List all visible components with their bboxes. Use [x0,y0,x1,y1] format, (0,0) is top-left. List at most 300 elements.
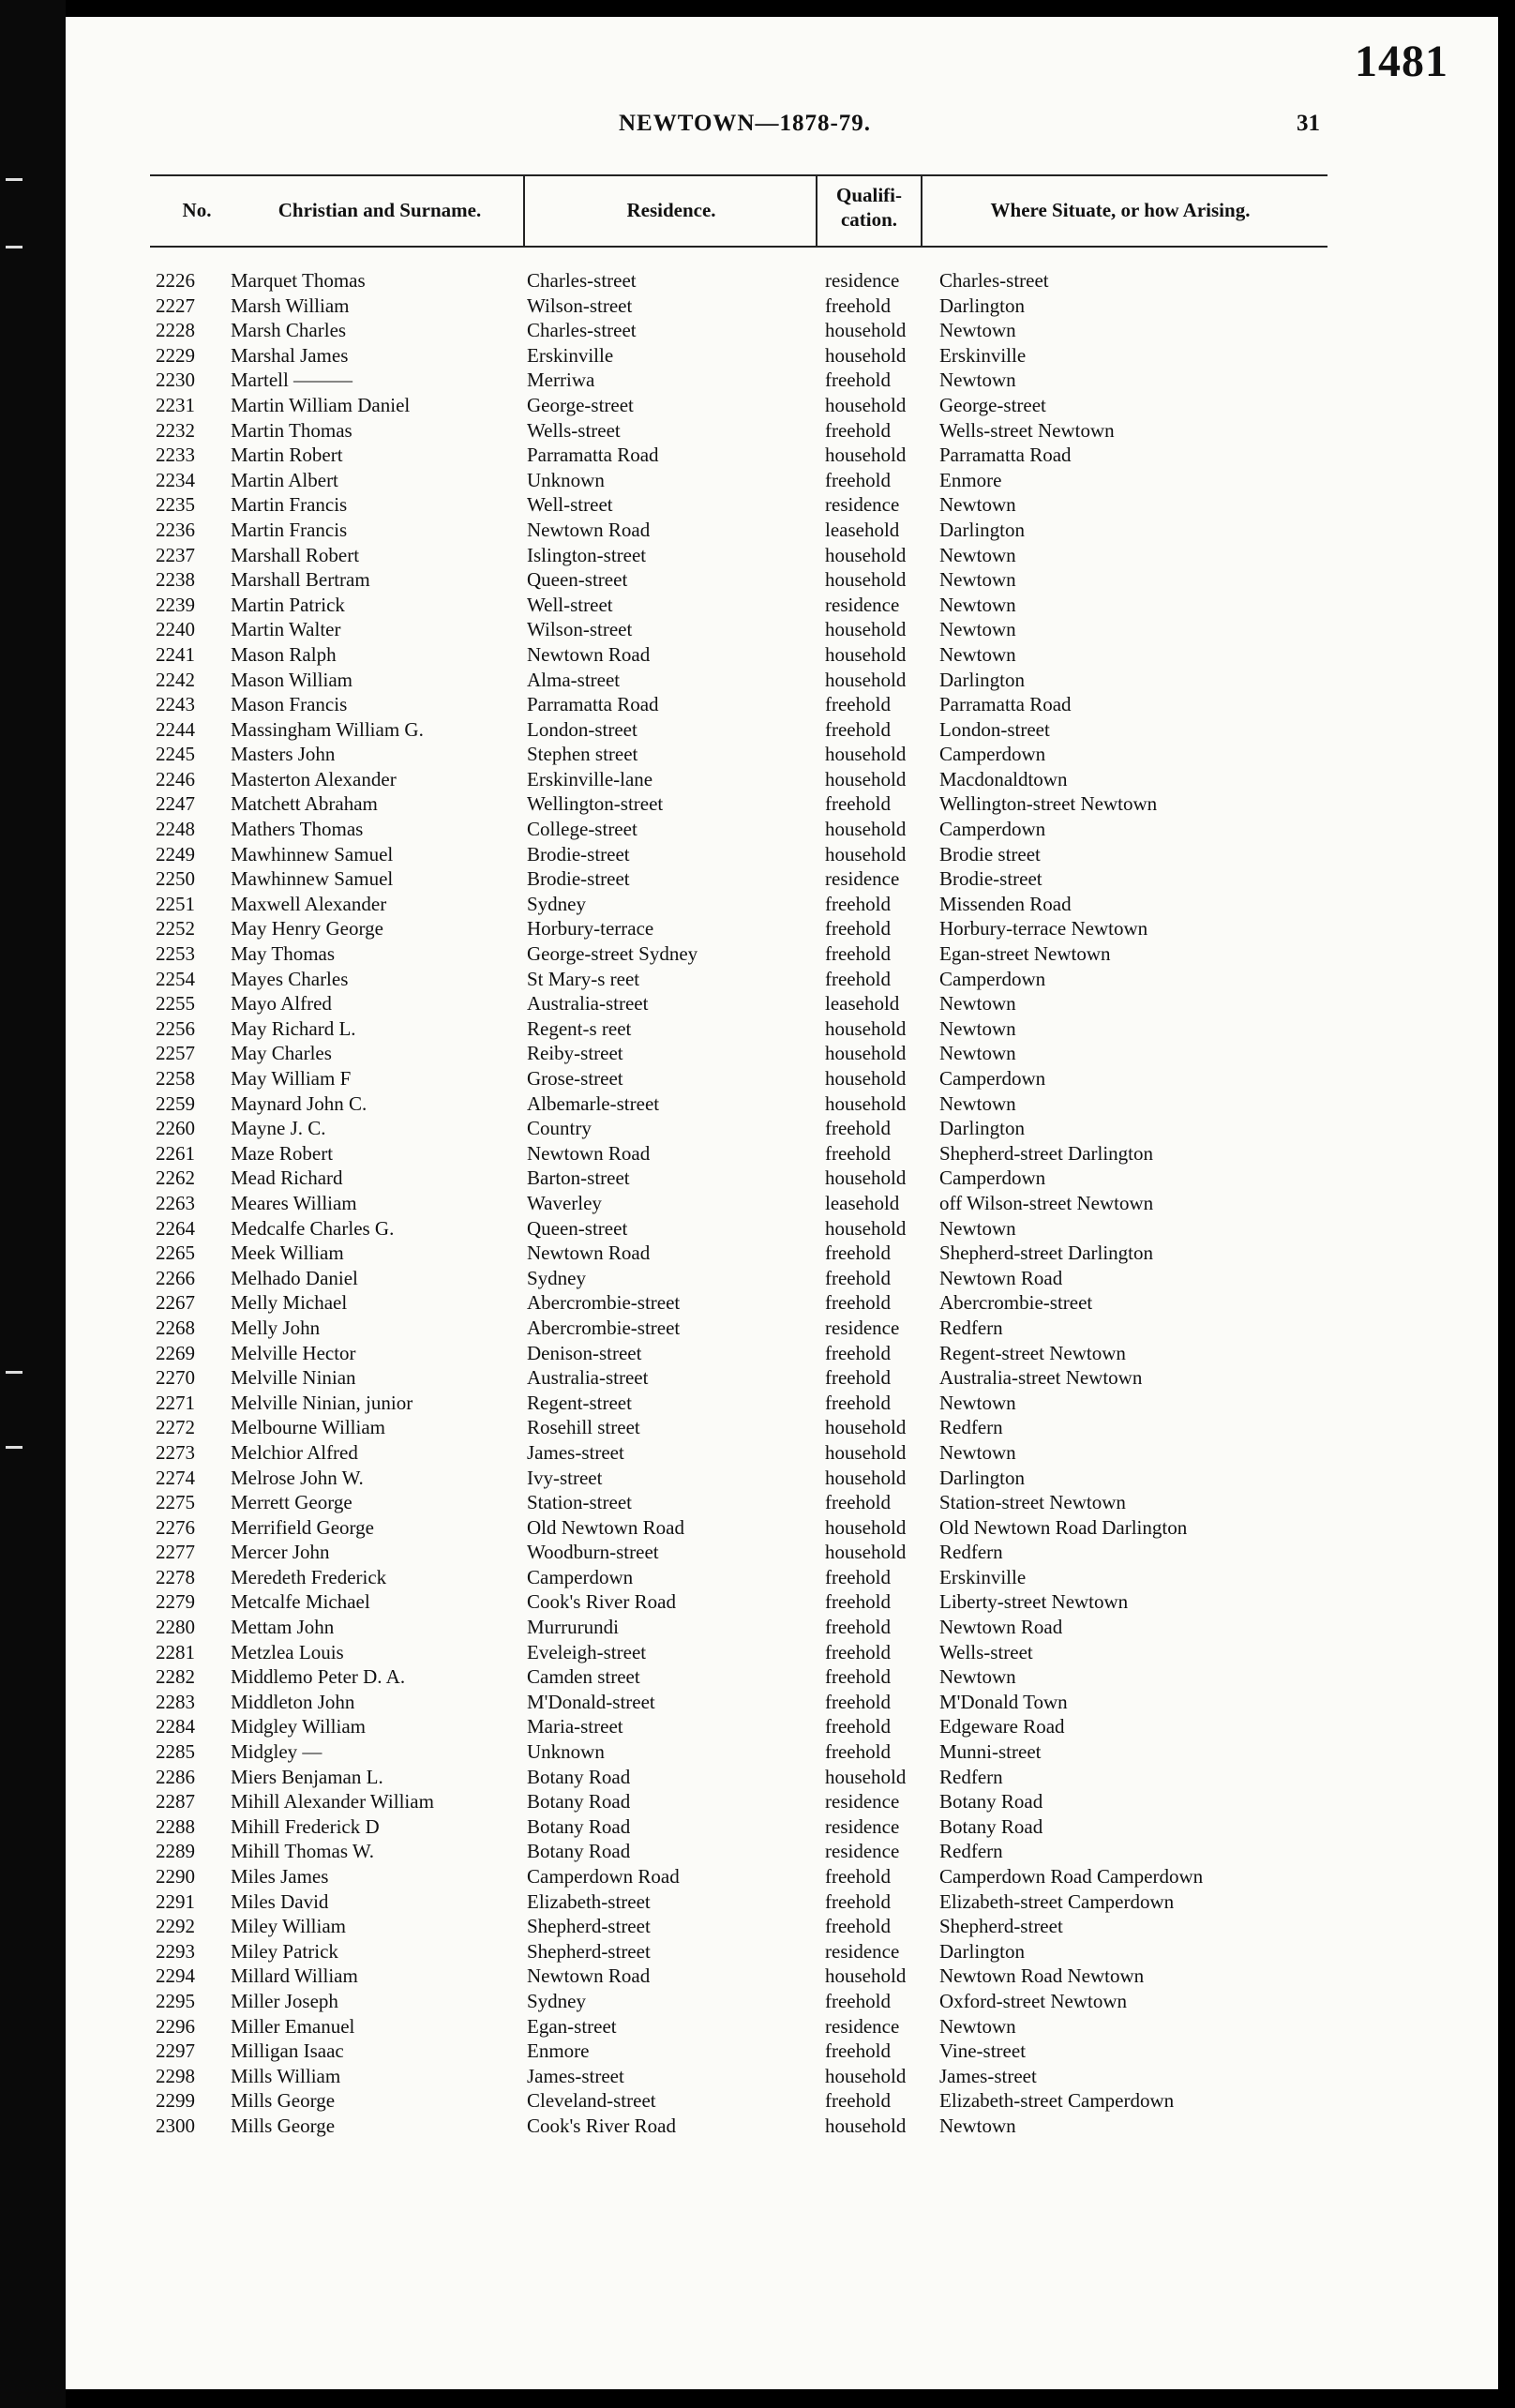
entry-residence: Charles-street [527,269,637,292]
header-qualification-line2: cation. [840,208,898,231]
entry-residence: Brodie-street [527,867,630,891]
entry-number: 2271 [156,1391,195,1414]
entry-number: 2226 [156,269,195,292]
entry-name: Melville Hector [231,1341,356,1364]
entry-number: 2281 [156,1640,195,1663]
entry-residence: Reiby-street [527,1042,623,1065]
table-row [150,2114,1369,2139]
entry-name: Mihill Alexander William [231,1790,434,1814]
entry-residence: Wellington-street [527,792,664,816]
table-row [150,1589,1369,1615]
entry-number: 2285 [156,1740,195,1764]
entry-where-situate: Old Newtown Road Darlington [939,1515,1188,1539]
entry-residence: Camperdown Road [527,1865,680,1888]
entry-qualification: household [825,1541,907,1564]
table-row [150,1091,1369,1117]
entry-where-situate: Camperdown Road Camperdown [939,1865,1204,1888]
entry-number: 2265 [156,1242,195,1265]
entry-residence: Stephen street [527,743,638,766]
entry-name: Martin Thomas [231,418,352,442]
column-divider [523,176,525,246]
entry-residence: Shepherd-street [527,1939,651,1963]
entry-qualification: household [825,1016,907,1040]
entry-name: Matchett Abraham [231,792,378,816]
entry-name: May Henry George [231,917,383,941]
entry-qualification: freehold [825,1915,891,1938]
entry-where-situate: Newtown [939,1665,1016,1689]
entry-where-situate: Newtown [939,543,1016,566]
entry-name: Martin Patrick [231,593,345,616]
entry-where-situate: M'Donald Town [939,1690,1068,1713]
entry-qualification: household [825,1166,907,1190]
table-row [150,1739,1369,1765]
entry-where-situate: Liberty-street Newtown [939,1590,1129,1614]
entry-number: 2255 [156,992,195,1016]
entry-qualification: residence [825,1939,900,1963]
entry-qualification: freehold [825,1117,891,1140]
entry-qualification: household [825,568,907,592]
entry-residence: Brodie-street [527,842,630,865]
entry-where-situate: Elizabeth-street Camperdown [939,1889,1175,1913]
entry-number: 2283 [156,1690,195,1713]
table-row [150,892,1369,917]
table-row [150,1814,1369,1840]
entry-name: Mason Ralph [231,642,337,666]
entry-name: Miles David [231,1889,329,1913]
entry-where-situate: Edgeware Road [939,1715,1065,1738]
entry-qualification: freehold [825,717,891,741]
entry-qualification: freehold [825,1391,891,1414]
entry-qualification: freehold [825,1291,891,1315]
entry-name: Meares William [231,1191,357,1214]
entry-where-situate: Newtown [939,319,1016,342]
entry-number: 2279 [156,1590,195,1614]
entry-qualification: freehold [825,468,891,491]
entry-name: Mason Francis [231,693,348,716]
entry-where-situate: Camperdown [939,1067,1046,1090]
entry-name: Marquet Thomas [231,269,366,292]
entry-qualification: residence [825,593,900,616]
table-row [150,866,1369,892]
entry-number: 2291 [156,1889,195,1913]
entry-where-situate: Darlington [939,1939,1025,1963]
entry-number: 2275 [156,1491,195,1514]
entry-name: Marshal James [231,343,349,367]
entry-where-situate: Brodie-street [939,867,1042,891]
table-row [150,1515,1369,1541]
table-row [150,2039,1369,2064]
entry-qualification: household [825,1042,907,1065]
entry-number: 2233 [156,444,195,467]
entry-where-situate: Missenden Road [939,892,1072,915]
entry-residence: Botany Road [527,1765,631,1788]
entry-where-situate: Newtown Road Newtown [939,1964,1145,1988]
entry-residence: Parramatta Road [527,444,659,467]
entry-number: 2288 [156,1814,195,1838]
entry-residence: Erskinville-lane [527,767,653,790]
entry-where-situate: Newtown [939,1091,1016,1115]
entry-where-situate: Camperdown [939,1166,1046,1190]
entry-where-situate: James-street [939,2064,1037,2087]
table-row [150,692,1369,717]
entry-residence: Merriwa [527,369,595,392]
entry-number: 2229 [156,343,195,367]
entry-qualification: household [825,393,907,416]
entry-name: Mawhinnew Samuel [231,867,394,891]
entry-qualification: freehold [825,293,891,317]
entry-where-situate: Camperdown [939,818,1046,841]
entry-qualification: household [825,1216,907,1240]
entry-residence: Denison-street [527,1341,642,1364]
entry-number: 2284 [156,1715,195,1738]
entry-number: 2264 [156,1216,195,1240]
entry-where-situate: Newtown [939,2014,1016,2038]
entry-name: Miers Benjaman L. [231,1765,383,1788]
entry-where-situate: Newtown Road [939,1266,1063,1289]
entry-qualification: household [825,642,907,666]
entry-name: Meek William [231,1242,344,1265]
entry-number: 2270 [156,1366,195,1390]
entry-where-situate: Egan-street Newtown [939,942,1111,966]
entry-number: 2232 [156,418,195,442]
entry-number: 2287 [156,1790,195,1814]
entry-residence: George-street [527,393,634,416]
entry-name: Melchior Alfred [231,1440,358,1464]
entry-number: 2269 [156,1341,195,1364]
scan-margin-mark [6,246,22,248]
entry-number: 2286 [156,1765,195,1788]
entry-name: Masters John [231,743,336,766]
entry-name: Maxwell Alexander [231,892,387,915]
entry-where-situate: Newtown [939,642,1016,666]
entry-name: Maze Robert [231,1141,334,1165]
entry-number: 2261 [156,1141,195,1165]
running-title: NEWTOWN—1878-79. [619,111,872,136]
table-row [150,1391,1369,1416]
entry-where-situate: Shepherd-street [939,1915,1063,1938]
table-row [150,642,1369,668]
entry-name: Mettam John [231,1616,335,1639]
entry-qualification: household [825,1466,907,1489]
entry-where-situate: Newtown [939,493,1016,517]
entry-number: 2252 [156,917,195,941]
entry-name: Miller Emanuel [231,2014,355,2038]
header-qualification-line1: Qualifi- [835,184,902,206]
table-row [150,991,1369,1016]
entry-residence: M'Donald-street [527,1690,655,1713]
entry-name: Merrett George [231,1491,352,1514]
table-row [150,1664,1369,1690]
entry-where-situate: Darlington [939,293,1025,317]
table-row [150,2064,1369,2089]
entry-residence: Botany Road [527,1790,631,1814]
header-no: No. [182,199,212,221]
entry-name: Miley Patrick [231,1939,338,1963]
entry-where-situate: Darlington [939,1117,1025,1140]
entry-qualification: freehold [825,917,891,941]
entry-residence: Newtown Road [527,642,651,666]
entry-where-situate: Newtown [939,1016,1016,1040]
entry-qualification: household [825,1416,907,1439]
table-row [150,1914,1369,1939]
entry-qualification: residence [825,493,900,517]
page-number: 1481 [1355,37,1448,86]
entry-name: Marsh William [231,293,350,317]
entry-number: 2280 [156,1616,195,1639]
entry-where-situate: Newtown Road [939,1616,1063,1639]
entry-where-situate: Wellington-street Newtown [939,792,1158,816]
entry-residence: Australia-street [527,1366,649,1390]
entry-where-situate: Newtown [939,1440,1016,1464]
entry-qualification: freehold [825,1590,891,1614]
entry-residence: Queen-street [527,568,628,592]
entry-number: 2256 [156,1016,195,1040]
table-row [150,791,1369,817]
table-row [150,1116,1369,1141]
table-row [150,1640,1369,1665]
entry-where-situate: Parramatta Road [939,693,1072,716]
table-row [150,1839,1369,1864]
entry-number: 2260 [156,1117,195,1140]
entry-number: 2272 [156,1416,195,1439]
entry-name: Melly John [231,1316,321,1339]
entry-residence: Regent-street [527,1391,632,1414]
table-row [150,916,1369,941]
entry-where-situate: Station-street Newtown [939,1491,1126,1514]
header-residence: Residence. [626,199,716,221]
entry-residence: Camden street [527,1665,640,1689]
entry-number: 2268 [156,1316,195,1339]
entry-name: Melly Michael [231,1291,348,1315]
entry-residence: Camperdown [527,1565,634,1588]
table-row [150,1939,1369,1964]
entry-residence: Botany Road [527,1814,631,1838]
table-row [150,742,1369,767]
entry-where-situate: Newtown [939,1391,1016,1414]
entry-residence: Parramatta Road [527,693,659,716]
entry-number: 2234 [156,468,195,491]
entry-qualification: freehold [825,1690,891,1713]
entry-where-situate: Elizabeth-street Camperdown [939,2089,1175,2113]
entry-qualification: freehold [825,1989,891,2012]
entry-where-situate: Wells-street Newtown [939,418,1115,442]
entry-where-situate: Regent-street Newtown [939,1341,1126,1364]
header-name: Christian and Surname. [278,199,482,221]
entry-number: 2254 [156,967,195,990]
entry-residence: Wilson-street [527,618,633,641]
entry-number: 2290 [156,1865,195,1888]
entry-name: Martin Robert [231,444,343,467]
entry-residence: Sydney [527,1989,586,2012]
table-row [150,343,1369,369]
entry-qualification: freehold [825,1640,891,1663]
entry-where-situate: Redfern [939,1765,1003,1788]
table-row [150,567,1369,593]
entry-residence: Newtown Road [527,1242,651,1265]
entry-residence: Newtown Road [527,518,651,541]
table-row [150,1765,1369,1790]
entry-name: Mason William [231,668,353,691]
table-row [150,1466,1369,1491]
entry-where-situate: Darlington [939,518,1025,541]
entry-where-situate: Botany Road [939,1814,1043,1838]
entry-qualification: residence [825,1790,900,1814]
entry-number: 2299 [156,2089,195,2113]
entry-name: Mercer John [231,1541,330,1564]
table-row [150,1690,1369,1715]
entry-qualification: freehold [825,792,891,816]
entry-residence: Newtown Road [527,1141,651,1165]
entry-name: May William F [231,1067,352,1090]
table-row [150,941,1369,967]
entry-number: 2293 [156,1939,195,1963]
table-row [150,1864,1369,1889]
entry-qualification: household [825,444,907,467]
entry-name: Martin Francis [231,518,348,541]
entry-name: Middlemo Peter D. A. [231,1665,406,1689]
entry-residence: Egan-street [527,2014,617,2038]
entry-where-situate: Erskinville [939,343,1027,367]
entry-residence: Abercrombie-street [527,1316,681,1339]
entry-residence: Islington-street [527,543,647,566]
entry-where-situate: Camperdown [939,743,1046,766]
table-row [150,1066,1369,1091]
entry-number: 2282 [156,1665,195,1689]
entry-where-situate: Newtown [939,992,1016,1016]
entry-number: 2298 [156,2064,195,2087]
entry-qualification: household [825,668,907,691]
header-where: Where Situate, or how Arising. [990,199,1251,221]
table-row [150,443,1369,468]
entry-residence: Wilson-street [527,293,633,317]
entry-where-situate: Darlington [939,1466,1025,1489]
entry-residence: Grose-street [527,1067,623,1090]
entry-qualification: household [825,543,907,566]
entry-where-situate: George-street [939,393,1046,416]
entry-name: Mayes Charles [231,967,349,990]
entry-number: 2242 [156,668,195,691]
entry-residence: Country [527,1117,592,1140]
entry-qualification: household [825,767,907,790]
entry-residence: Sydney [527,1266,586,1289]
entry-qualification: freehold [825,1266,891,1289]
entry-number: 2238 [156,568,195,592]
header-top-rule [150,174,1328,176]
entry-where-situate: Newtown [939,593,1016,616]
entry-qualification: leasehold [825,1191,900,1214]
entry-number: 2259 [156,1091,195,1115]
table-row [150,1041,1369,1066]
scan-margin-mark [6,178,22,181]
entry-name: Medcalfe Charles G. [231,1216,395,1240]
table-row [150,1166,1369,1191]
entry-name: Melhado Daniel [231,1266,358,1289]
table-row [150,1440,1369,1466]
entry-name: Midgley William [231,1715,367,1738]
table-row [150,1141,1369,1166]
entry-qualification: freehold [825,2039,891,2063]
entry-residence: Cook's River Road [527,1590,676,1614]
entry-where-situate: Brodie street [939,842,1041,865]
entry-number: 2278 [156,1565,195,1588]
entry-residence: Waverley [527,1191,602,1214]
entry-where-situate: Oxford-street Newtown [939,1989,1128,2012]
table-row [150,967,1369,992]
entry-residence: Shepherd-street [527,1915,651,1938]
entry-residence: Cleveland-street [527,2089,656,2113]
table-row [150,1615,1369,1640]
entry-number: 2249 [156,842,195,865]
entry-qualification: freehold [825,1366,891,1390]
table-row [150,1565,1369,1590]
entry-qualification: freehold [825,942,891,966]
entry-residence: Maria-street [527,1715,623,1738]
entry-qualification: household [825,1067,907,1090]
entry-number: 2243 [156,693,195,716]
entry-residence: Murrurundi [527,1616,619,1639]
entry-name: Marshall Robert [231,543,360,566]
entry-where-situate: Charles-street [939,269,1049,292]
entry-residence: Ivy-street [527,1466,603,1489]
entry-qualification: household [825,1964,907,1988]
entry-name: Maynard John C. [231,1091,368,1115]
entry-number: 2230 [156,369,195,392]
entry-name: Mihill Frederick D [231,1814,380,1838]
entry-residence: Australia-street [527,992,649,1016]
entry-where-situate: Erskinville [939,1565,1027,1588]
entry-number: 2300 [156,2114,195,2137]
entry-residence: Well-street [527,593,613,616]
entry-qualification: residence [825,269,900,292]
table-row [150,1989,1369,2014]
entry-qualification: residence [825,2014,900,2038]
entry-residence: Rosehill street [527,1416,640,1439]
entry-where-situate: Newtown [939,1216,1016,1240]
entry-number: 2253 [156,942,195,966]
entry-number: 2250 [156,867,195,891]
table-row [150,1216,1369,1242]
entry-qualification: freehold [825,1865,891,1888]
entry-qualification: leasehold [825,518,900,541]
entry-where-situate: off Wilson-street Newtown [939,1191,1154,1214]
table-row [150,1016,1369,1042]
entry-residence: Albemarle-street [527,1091,660,1115]
entry-qualification: freehold [825,693,891,716]
entry-residence: Sydney [527,892,586,915]
entry-qualification: freehold [825,369,891,392]
entry-residence: George-street Sydney [527,942,698,966]
entry-where-situate: Parramatta Road [939,444,1072,467]
entry-where-situate: Munni-street [939,1740,1042,1764]
entry-where-situate: Newtown [939,568,1016,592]
entry-name: Marsh Charles [231,319,347,342]
sheet-number: 31 [1297,111,1320,136]
entry-name: Mayo Alfred [231,992,332,1016]
entry-qualification: freehold [825,1715,891,1738]
entry-residence: James-street [527,1440,624,1464]
entry-name: Metcalfe Michael [231,1590,370,1614]
entry-name: Mawhinnew Samuel [231,842,394,865]
entry-residence: Barton-street [527,1166,630,1190]
entry-where-situate: Shepherd-street Darlington [939,1141,1154,1165]
table-row [150,1540,1369,1565]
entry-qualification: household [825,1091,907,1115]
entry-residence: Newtown Road [527,1964,651,1988]
entry-number: 2292 [156,1915,195,1938]
scan-margin-mark [6,1371,22,1374]
entry-number: 2246 [156,767,195,790]
entry-where-situate: Newtown [939,1042,1016,1065]
